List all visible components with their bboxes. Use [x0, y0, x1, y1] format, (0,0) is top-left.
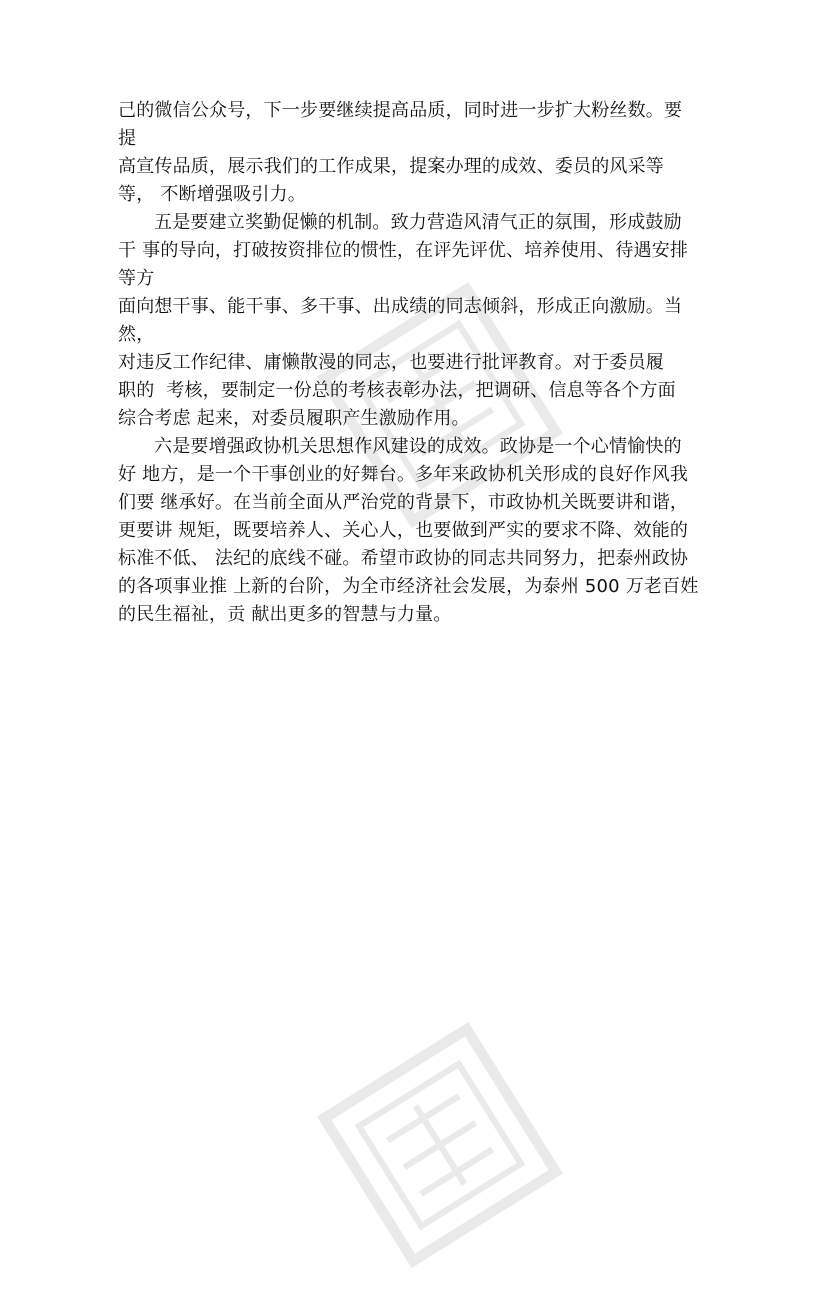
text-line: 的各项事业推 上新的台阶，为全市经济社会发展，为泰州 500 万老百姓 — [118, 576, 699, 597]
body-text — [118, 97, 738, 629]
watermark-stamp-icon — [295, 1000, 584, 1289]
text-line: 更要讲 规矩，既要培养人、关心人，也要做到严实的要求不降、效能的 — [118, 520, 689, 541]
text-line: 们要 继承好。在当前全面从严治党的背景下，市政协机关既要讲和谐， — [118, 492, 689, 513]
text-line: 高宣传品质，展示我们的工作成果，提案办理的成效、委员的风采等 — [118, 156, 664, 177]
text-line: 己的微信公众号，下一步要继续提高品质，同时进一步扩大粉丝数。要 — [118, 100, 683, 121]
text-line: 等， 不断增强吸引力。 — [118, 184, 306, 205]
text-line: 干 事的导向，打破按资排位的惯性，在评先评优、培养使用、待遇安排 — [118, 240, 689, 261]
text-line: 综合考虑 起来，对委员履职产生激励作用。 — [118, 408, 470, 429]
paragraph-6-start: 六是要增强政协机关思想作风建设的成效。政协是一个心情愉快的 — [154, 436, 682, 457]
text-line: 标准不低、 法纪的底线不碰。希望市政协的同志共同努力，把泰州政协 — [118, 548, 689, 569]
text-line: 然， — [118, 324, 155, 345]
paragraph-5-start: 五是要建立奖勤促懒的机制。致力营造风清气正的氛围，形成鼓励 — [154, 212, 682, 233]
text-line: 对违反工作纪律、庸懒散漫的同志，也要进行批评教育。对于委员履 — [118, 352, 664, 373]
text-line: 等方 — [118, 268, 155, 289]
text-line: 面向想干事、能干事、多干事、出成绩的同志倾斜，形成正向激励。当 — [118, 296, 683, 317]
text-line: 提 — [118, 128, 137, 149]
text-line: 的民生福祉，贡 献出更多的智慧与力量。 — [118, 604, 452, 625]
text-line: 职的 考核，要制定一份总的考核表彰办法，把调研、信息等各个方面 — [118, 380, 676, 401]
text-line: 好 地方，是一个干事创业的好舞台。多年来政协机关形成的良好作风我 — [118, 464, 689, 485]
